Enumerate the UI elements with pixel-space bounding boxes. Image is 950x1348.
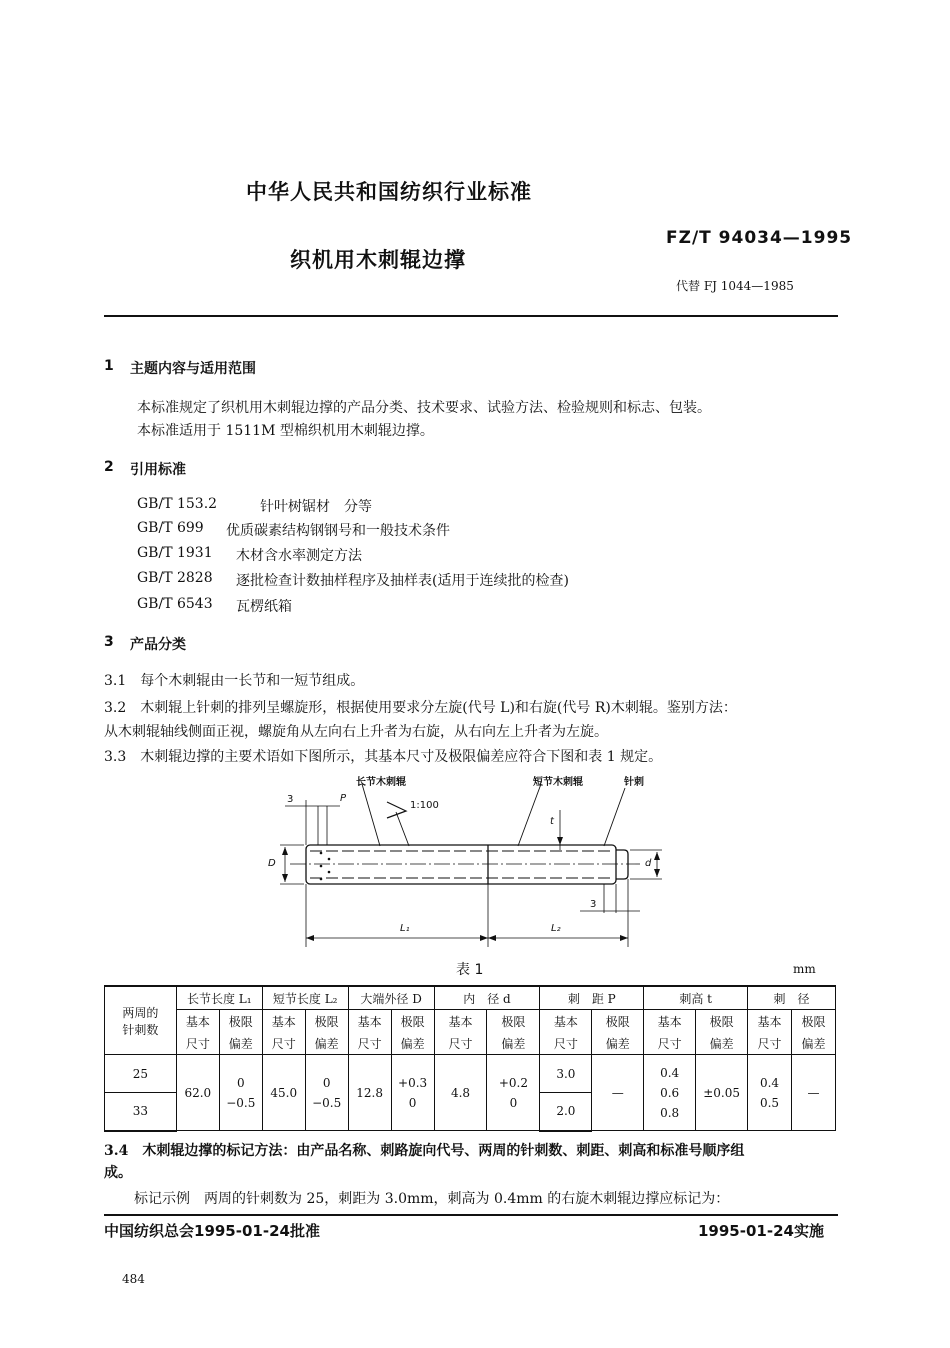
cell-height-dev: ±0.05 <box>696 1055 748 1131</box>
sub-basic: 基本 <box>644 1010 696 1033</box>
cell-count: 25 <box>105 1055 177 1093</box>
marking-example: 标记示例 两周的针刺数为 25，刺距为 3.0mm，刺高为 0.4mm 的右旋木刺辊边撑应标记为： <box>134 1191 730 1207</box>
section-1-title: 主题内容与适用范围 <box>130 361 256 377</box>
sub-basic: 基本 <box>434 1010 487 1033</box>
cell-long-basic: 62.0 <box>176 1055 219 1131</box>
sub-dev: 偏差 <box>791 1032 835 1055</box>
section-3-title: 产品分类 <box>130 637 186 653</box>
clause-3-4-line-2: 成。 <box>104 1165 132 1181</box>
document-title: 织机用木刺辊边撑 <box>290 248 466 272</box>
cell-dia-dev: — <box>791 1055 835 1131</box>
sub-dev: 偏差 <box>696 1032 748 1055</box>
table-row <box>105 1055 836 1093</box>
header-outer-diameter: 大端外径 D <box>348 986 434 1010</box>
cell-long-dev: 0 −0.5 <box>219 1055 262 1131</box>
sub-basic: 尺寸 <box>434 1032 487 1055</box>
label-long-segment: 长节木刺辊 <box>356 777 406 788</box>
implementation-date: 1995-01-24实施 <box>698 1222 824 1240</box>
sub-dev: 极限 <box>487 1010 540 1033</box>
sub-dev: 极限 <box>391 1010 434 1033</box>
reference-name: 木材含水率测定方法 <box>236 548 362 564</box>
sub-basic: 基本 <box>262 1010 305 1033</box>
header-needle-dia: 刺 径 <box>748 986 836 1010</box>
footer-rule <box>104 1214 838 1216</box>
taper-ratio: 1:100 <box>410 800 439 811</box>
dim-3-bottom: 3 <box>590 899 597 910</box>
reference-name: 瓦楞纸箱 <box>236 599 292 615</box>
table-subheader-row-1 <box>105 1010 836 1033</box>
reference-code: GB/T 1931 <box>137 545 213 561</box>
sub-basic: 基本 <box>540 1010 592 1033</box>
table-header-row <box>105 986 836 1010</box>
section-1-para-1: 本标准规定了织机用木刺辊边撑的产品分类、技术要求、试验方法、检验规则和标志、包装。 <box>137 400 711 416</box>
cell-pitch-basic: 2.0 <box>540 1093 592 1131</box>
sub-dev: 极限 <box>592 1010 644 1033</box>
cell-pitch-basic: 3.0 <box>540 1055 592 1093</box>
reference-code: GB/T 2828 <box>137 570 213 586</box>
cell-inner-dev: +0.2 0 <box>487 1055 540 1131</box>
clause-3-4-line-1: 3.4 木刺辊边撑的标记方法：由产品名称、刺路旋向代号、两周的针刺数、刺距、刺高和标准号顺序组 <box>104 1143 745 1159</box>
header-pitch: 刺 距 P <box>540 986 644 1010</box>
sub-dev: 偏差 <box>391 1032 434 1055</box>
dim-d: d <box>645 858 652 869</box>
cell-short-basic: 45.0 <box>262 1055 305 1131</box>
sub-dev: 极限 <box>219 1010 262 1033</box>
reference-name: 优质碳素结构钢钢号和一般技术条件 <box>226 523 450 539</box>
header-long-length: 长节长度 L₁ <box>176 986 262 1010</box>
sub-dev: 偏差 <box>487 1032 540 1055</box>
sub-basic: 尺寸 <box>348 1032 391 1055</box>
dim-P: P <box>340 793 347 804</box>
dim-L1: L₁ <box>400 923 410 934</box>
section-3-number: 3 <box>104 634 114 650</box>
replaces-note: 代替 FJ 1044—1985 <box>676 279 794 293</box>
sub-basic: 基本 <box>176 1010 219 1033</box>
cell-outer-basic: 12.8 <box>348 1055 391 1131</box>
section-1-para-2: 本标准适用于 1511M 型棉织机用木刺辊边撑。 <box>137 423 434 439</box>
sub-dev: 极限 <box>305 1010 348 1033</box>
label-needle: 针刺 <box>624 777 644 788</box>
clause-3-2-line-2: 从木刺辊轴线侧面正视，螺旋角从左向右上升者为右旋，从右向左上升者为左旋。 <box>104 724 608 740</box>
cell-pitch-dev: — <box>592 1055 644 1131</box>
cell-count: 33 <box>105 1093 177 1131</box>
dim-t: t <box>550 816 554 827</box>
section-1-number: 1 <box>104 358 114 374</box>
section-2-number: 2 <box>104 459 114 475</box>
dim-L2: L₂ <box>551 923 561 934</box>
clause-3-1: 3.1 每个木刺辊由一长节和一短节组成。 <box>104 673 365 689</box>
spec-table <box>104 985 836 1132</box>
table-subheader-row-2 <box>105 1032 836 1055</box>
header-count: 两周的 针刺数 <box>105 986 177 1055</box>
reference-code: GB/T 153.2 <box>137 496 218 512</box>
clause-3-2-line-1: 3.2 木刺辊上针刺的排列呈螺旋形，根据使用要求分左旋(代号 L)和右旋(代号 R)木刺辊。鉴别方法： <box>104 700 737 716</box>
sub-basic: 基本 <box>748 1010 792 1033</box>
sub-dev: 偏差 <box>219 1032 262 1055</box>
sub-basic: 尺寸 <box>644 1032 696 1055</box>
header-short-length: 短节长度 L₂ <box>262 986 348 1010</box>
page-number: 484 <box>122 1272 145 1286</box>
sub-basic: 尺寸 <box>748 1032 792 1055</box>
roller-end-cap <box>616 850 628 879</box>
sub-basic: 尺寸 <box>540 1032 592 1055</box>
sub-basic: 尺寸 <box>176 1032 219 1055</box>
reference-name: 针叶树锯材 分等 <box>260 499 372 515</box>
issuing-body: 中华人民共和国纺织行业标准 <box>246 180 532 204</box>
sub-dev: 极限 <box>791 1010 835 1033</box>
sub-dev: 偏差 <box>305 1032 348 1055</box>
cell-dia-basic: 0.4 0.5 <box>748 1055 792 1131</box>
cell-short-dev: 0 −0.5 <box>305 1055 348 1131</box>
header-inner-diameter: 内 径 d <box>434 986 540 1010</box>
reference-name: 逐批检查计数抽样程序及抽样表(适用于连续批的检查) <box>236 573 569 589</box>
sub-basic: 基本 <box>348 1010 391 1033</box>
label-short-segment: 短节木刺辊 <box>533 777 583 788</box>
standard-number: FZ/T 94034—1995 <box>666 228 853 248</box>
section-2-title: 引用标准 <box>130 462 186 478</box>
dim-3-top: 3 <box>287 794 294 805</box>
cell-outer-dev: +0.3 0 <box>391 1055 434 1131</box>
sub-basic: 尺寸 <box>262 1032 305 1055</box>
cell-inner-basic: 4.8 <box>434 1055 487 1131</box>
sub-dev: 偏差 <box>592 1032 644 1055</box>
dim-D: D <box>268 858 276 869</box>
sub-dev: 极限 <box>696 1010 748 1033</box>
header-height: 刺高 t <box>644 986 748 1010</box>
clause-3-3: 3.3 木刺辊边撑的主要术语如下图所示，其基本尺寸及极限偏差应符合下图和表 1 规定。 <box>104 749 663 765</box>
approval-date: 中国纺织总会1995-01-24批准 <box>104 1222 320 1240</box>
reference-code: GB/T 699 <box>137 520 204 536</box>
table-unit: mm <box>793 962 816 976</box>
reference-code: GB/T 6543 <box>137 596 213 612</box>
table-caption: 表 1 <box>456 962 484 978</box>
cell-height-basic: 0.4 0.6 0.8 <box>644 1055 696 1131</box>
